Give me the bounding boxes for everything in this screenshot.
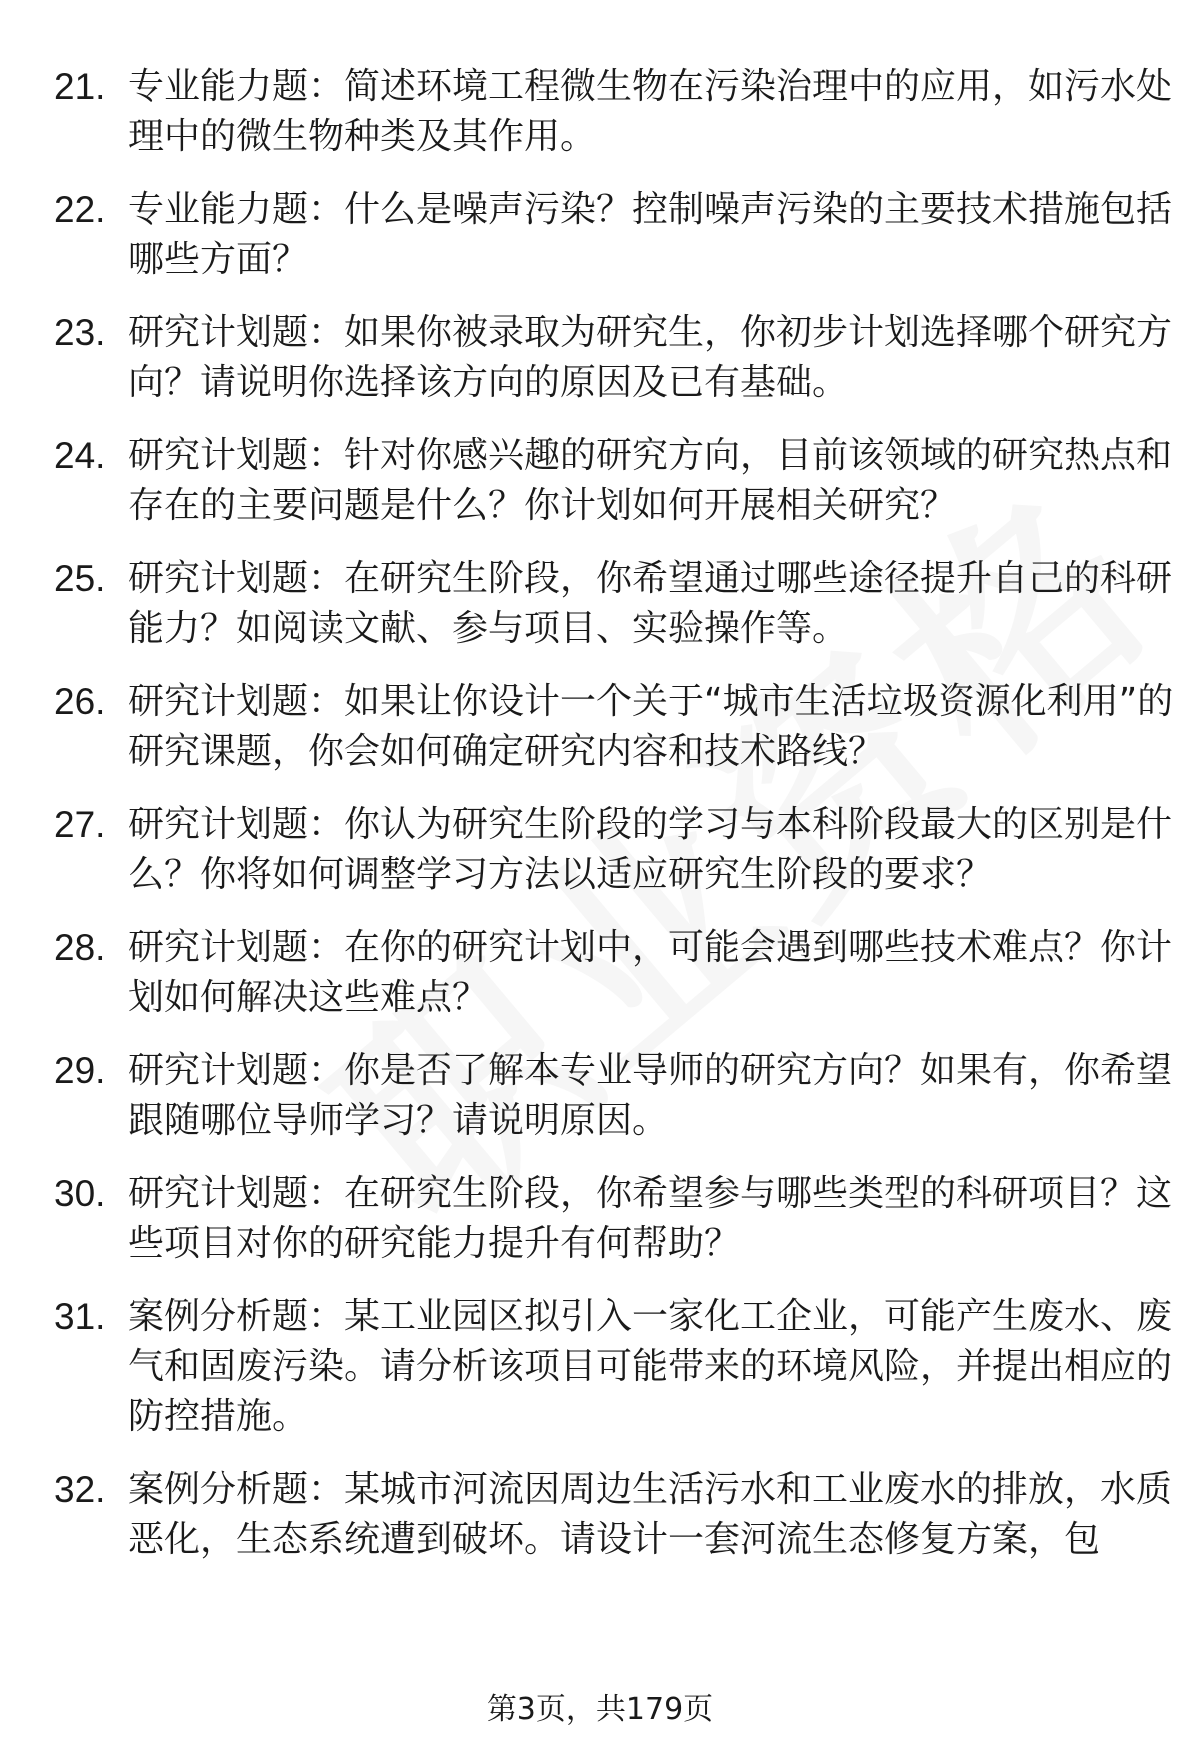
question-text: 专业能力题：什么是噪声污染？控制噪声污染的主要技术措施包括哪些方面？ [128,189,1173,280]
question-text: 专业能力题：简述环境工程微生物在污染治理中的应用，如污水处理中的微生物种类及其作用。 [128,66,1173,157]
question-number: 26. [54,681,106,722]
question-text: 研究计划题：在研究生阶段，你希望通过哪些途径提升自己的科研能力？如阅读文献、参与项目、实验操作等。 [128,558,1173,649]
question-text: 研究计划题：在研究生阶段，你希望参与哪些类型的科研项目？这些项目对你的研究能力提升有何帮助？ [128,1173,1173,1264]
question-number: 24. [54,435,106,476]
question-item [54,62,1190,162]
question-number: 25. [54,558,106,599]
question-text: 研究计划题：在你的研究计划中，可能会遇到哪些技术难点？你计划如何解决这些难点？ [128,927,1173,1018]
question-item [54,800,1190,900]
question-number: 31. [54,1296,106,1337]
question-number: 21. [54,66,106,107]
question-text: 研究计划题：如果你被录取为研究生，你初步计划选择哪个研究方向？请说明你选择该方向的原因及已有基础。 [128,312,1173,403]
question-item [54,1169,1190,1269]
question-list [54,62,1174,1588]
question-text: 案例分析题：某工业园区拟引入一家化工企业，可能产生废水、废气和固废污染。请分析该项目可能带来的环境风险，并提出相应的防控措施。 [128,1296,1173,1437]
question-item [54,1465,1190,1565]
question-item [54,185,1190,285]
question-number: 27. [54,804,106,845]
question-item [54,923,1190,1023]
question-text: 研究计划题：针对你感兴趣的研究方向，目前该领域的研究热点和存在的主要问题是什么？你计划如何开展相关研究？ [128,435,1173,526]
question-item [54,308,1190,408]
question-text: 研究计划题：如果让你设计一个关于“城市生活垃圾资源化利用”的研究课题，你会如何确定研究内容和技术路线？ [128,681,1174,772]
question-item [54,431,1190,531]
question-text: 案例分析题：某城市河流因周边生活污水和工业废水的排放，水质恶化，生态系统遭到破坏。请设计一套河流生态修复方案，包 [128,1469,1173,1560]
question-number: 32. [54,1469,106,1510]
question-number: 22. [54,189,106,230]
question-number: 30. [54,1173,106,1214]
question-item [54,554,1190,654]
question-text: 研究计划题：你认为研究生阶段的学习与本科阶段最大的区别是什么？你将如何调整学习方法以适应研究生阶段的要求？ [128,804,1173,895]
question-number: 29. [54,1050,106,1091]
question-number: 28. [54,927,106,968]
question-text: 研究计划题：你是否了解本专业导师的研究方向？如果有，你希望跟随哪位导师学习？请说明原因。 [128,1050,1173,1141]
question-item [54,677,1190,777]
question-item [54,1292,1190,1442]
question-number: 23. [54,312,106,353]
question-item [54,1046,1190,1146]
page-footer: 第3页，共179页 [486,1692,714,1727]
